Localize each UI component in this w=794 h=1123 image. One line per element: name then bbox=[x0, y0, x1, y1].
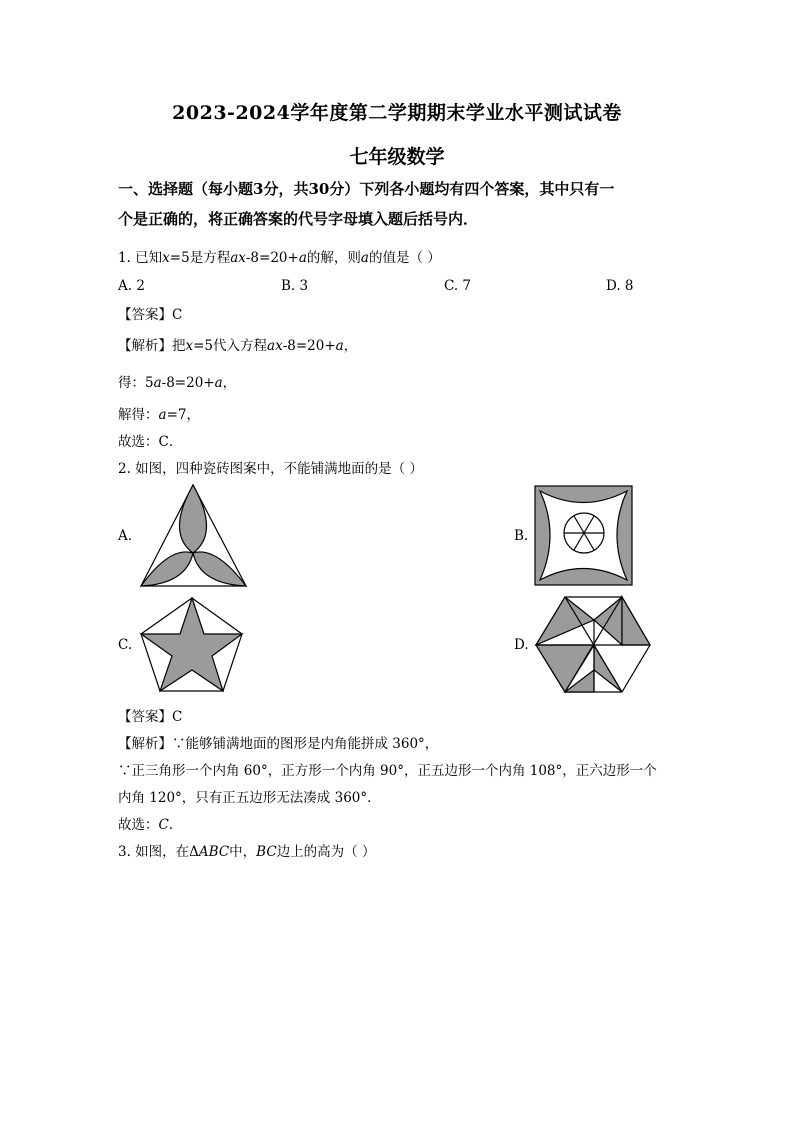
q2-analysis-line3: 内角 120°，只有正五边形无法凑成 360°． bbox=[118, 790, 381, 806]
var: a bbox=[298, 250, 307, 266]
q2-label-a: A. bbox=[118, 528, 133, 544]
q1-option-a: A. 2 bbox=[118, 278, 145, 294]
text: 把 bbox=[172, 338, 186, 354]
var: a bbox=[360, 250, 369, 266]
q3-stem bbox=[118, 840, 375, 860]
text: 【解析】 bbox=[118, 338, 172, 354]
text: 边上的高为（ ） bbox=[276, 844, 376, 860]
q1-option-b: B. 3 bbox=[281, 278, 309, 294]
text: ， bbox=[222, 375, 237, 391]
q2-label-c: C. bbox=[118, 637, 133, 653]
section-heading-line1: 一、选择题（每小题3分，共30分）下列各小题均有四个答案，其中只有一 bbox=[118, 180, 615, 198]
var: a bbox=[158, 407, 167, 423]
q2-stem: 2. 如图，四种瓷砖图案中，不能铺满地面的是（ ） bbox=[118, 461, 423, 477]
var: a bbox=[335, 338, 344, 354]
text: -8=20+ bbox=[282, 338, 336, 354]
text: 的解，则 bbox=[306, 250, 361, 266]
page-subtitle: 七年级数学 bbox=[349, 146, 445, 168]
q1-option-c: C. 7 bbox=[444, 278, 472, 294]
var: BC bbox=[256, 844, 277, 860]
var: x bbox=[162, 250, 170, 266]
var: x bbox=[185, 338, 194, 354]
q2-analysis-line2: ∵正三角形一个内角 60°，正方形一个内角 90°，正五边形一个内角 108°，正六边形一个 bbox=[118, 763, 657, 779]
var: ABC bbox=[198, 844, 230, 860]
text: ． bbox=[168, 817, 183, 833]
text: 故选： bbox=[118, 817, 159, 833]
text: 得：5 bbox=[118, 375, 154, 391]
q1-answer: 【答案】C bbox=[118, 307, 183, 323]
q1-conclusion: 故选：C． bbox=[118, 434, 183, 450]
text: =7， bbox=[166, 407, 200, 423]
text: ， bbox=[343, 338, 358, 354]
text: =5代入方程 bbox=[193, 338, 268, 354]
q2-label-d: D. bbox=[514, 637, 529, 653]
q1-option-d: D. 8 bbox=[606, 278, 634, 294]
text: -8=20+ bbox=[161, 375, 215, 391]
text: 1. 已知 bbox=[118, 250, 163, 266]
q2-label-b: B. bbox=[514, 528, 529, 544]
var: C bbox=[158, 817, 169, 833]
q2-conclusion bbox=[118, 813, 182, 833]
text: 中， bbox=[229, 844, 257, 860]
text: 解得： bbox=[118, 407, 159, 423]
section-heading-line2: 个是正确的，将正确答案的代号字母填入题后括号内． bbox=[118, 210, 479, 228]
text: 3. 如图，在Δ bbox=[118, 844, 199, 860]
text: =5是方程 bbox=[169, 250, 231, 266]
q2-answer: 【答案】C bbox=[118, 709, 183, 725]
var: ax bbox=[230, 250, 246, 266]
var: a bbox=[153, 375, 162, 391]
text: -8=20+ bbox=[245, 250, 299, 266]
var: a bbox=[214, 375, 223, 391]
text: 的值是（ ） bbox=[368, 250, 441, 266]
var: ax bbox=[267, 338, 283, 354]
page-title: 2023-2024学年度第二学期期末学业水平测试试卷 bbox=[172, 102, 622, 124]
q2-analysis-line1: 【解析】∵能够铺满地面的图形是内角能拼成 360°， bbox=[118, 736, 439, 752]
